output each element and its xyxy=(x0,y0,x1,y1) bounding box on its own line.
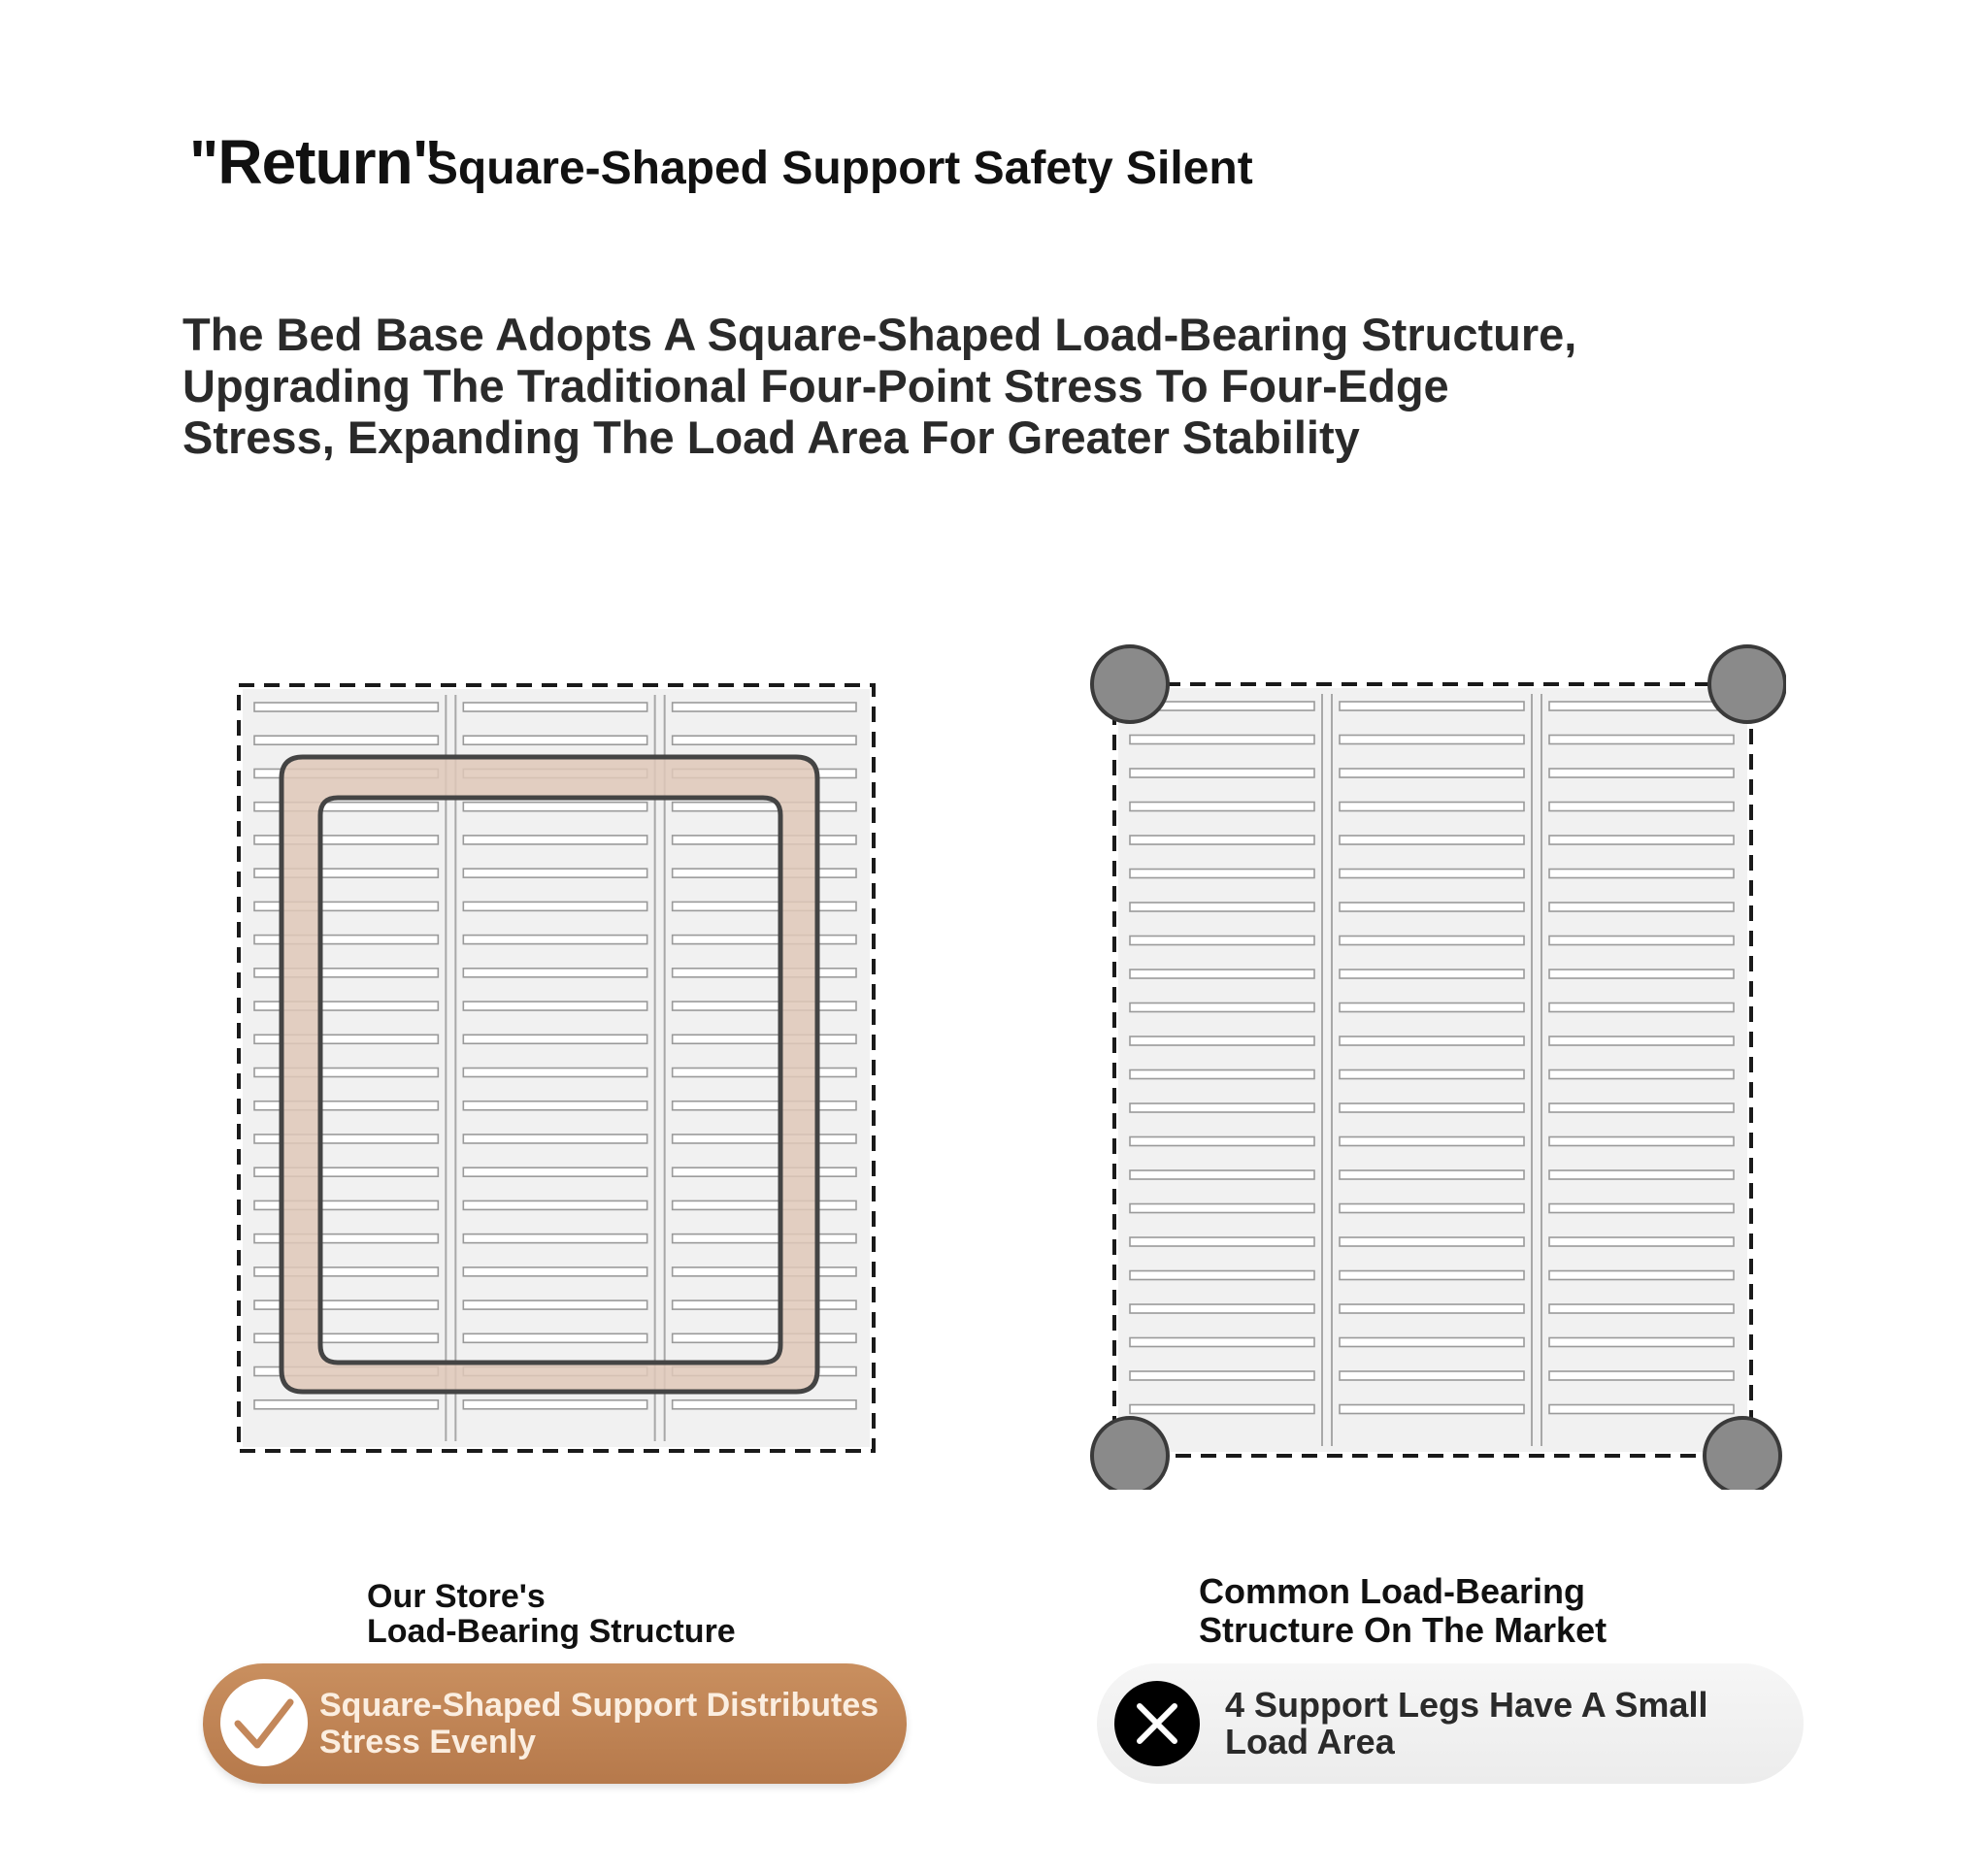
slat xyxy=(673,1234,856,1243)
slat xyxy=(1340,1371,1524,1380)
slat xyxy=(1130,1338,1314,1347)
slat xyxy=(1340,1338,1524,1347)
advantage-badge-text: Square-Shaped Support Distributes Stress Evenly xyxy=(319,1687,879,1760)
slat xyxy=(1549,1371,1734,1380)
slat xyxy=(673,1035,856,1043)
slat xyxy=(1130,1371,1314,1380)
slat xyxy=(1130,1103,1314,1112)
slat xyxy=(463,969,646,977)
headline xyxy=(189,126,1253,204)
slat xyxy=(673,1201,856,1209)
slat xyxy=(463,1333,646,1342)
slat xyxy=(463,736,646,744)
slat xyxy=(1549,903,1734,911)
check-icon xyxy=(220,1679,308,1766)
slat xyxy=(1130,903,1314,911)
slat xyxy=(673,869,856,877)
slat xyxy=(254,703,438,711)
slat xyxy=(673,736,856,744)
headline-quoted-word: "Return" xyxy=(189,127,441,197)
intro-line: The Bed Base Adopts A Square-Shaped Load-Bearing Structure, xyxy=(182,309,1577,360)
slat xyxy=(463,1002,646,1010)
slat xyxy=(1549,937,1734,945)
bed-slats xyxy=(1118,688,1747,1452)
slat xyxy=(1340,1304,1524,1313)
slat xyxy=(1549,1036,1734,1045)
headline-rest: Square-Shaped Support Safety Silent xyxy=(426,143,1253,194)
slat xyxy=(1549,769,1734,777)
slat xyxy=(1549,803,1734,811)
slat xyxy=(1549,1170,1734,1179)
slat xyxy=(463,1267,646,1276)
slat xyxy=(1130,1036,1314,1045)
slat xyxy=(673,1135,856,1143)
slat xyxy=(463,936,646,944)
slat xyxy=(1130,1405,1314,1414)
slat xyxy=(463,1201,646,1209)
support-leg-top-left xyxy=(1092,646,1168,722)
slat xyxy=(1549,1338,1734,1347)
slat xyxy=(673,703,856,711)
slat xyxy=(1130,1137,1314,1146)
slat xyxy=(1130,937,1314,945)
slat xyxy=(1340,1237,1524,1246)
slat xyxy=(463,1300,646,1309)
intro-paragraph xyxy=(182,309,1639,463)
slat xyxy=(463,1035,646,1043)
slat xyxy=(673,936,856,944)
advantage-badge xyxy=(203,1663,907,1784)
slat xyxy=(463,1234,646,1243)
slat xyxy=(673,1333,856,1342)
slat xyxy=(673,803,856,811)
slat xyxy=(1130,736,1314,744)
slat xyxy=(1340,1070,1524,1079)
slat xyxy=(673,1002,856,1010)
support-leg-bottom-right xyxy=(1705,1418,1780,1490)
drawback-badge xyxy=(1097,1663,1804,1784)
caption-line: Structure On The Market xyxy=(1199,1610,1607,1650)
slat xyxy=(463,1102,646,1110)
slat xyxy=(1340,1103,1524,1112)
slat xyxy=(463,1135,646,1143)
square-support-diagram xyxy=(223,670,903,1475)
slat xyxy=(1130,836,1314,844)
slat xyxy=(254,736,438,744)
slat xyxy=(1549,1237,1734,1246)
drawback-badge-text: 4 Support Legs Have A Small Load Area xyxy=(1225,1685,1708,1761)
four-leg-diagram xyxy=(1087,636,1786,1490)
slat xyxy=(1130,1070,1314,1079)
slat xyxy=(1130,769,1314,777)
slat xyxy=(1340,1170,1524,1179)
cross-icon xyxy=(1114,1681,1200,1766)
slat xyxy=(463,703,646,711)
slat xyxy=(673,969,856,977)
support-leg-bottom-left xyxy=(1092,1418,1168,1490)
slat xyxy=(1340,903,1524,911)
slat xyxy=(1340,803,1524,811)
support-leg-top-right xyxy=(1709,646,1785,722)
intro-line: Upgrading The Traditional Four-Point Stress To Four-Edge xyxy=(182,360,1449,411)
slat xyxy=(1340,1036,1524,1045)
slat xyxy=(1549,1405,1734,1414)
slat xyxy=(1130,1304,1314,1313)
slat xyxy=(1130,1237,1314,1246)
slat xyxy=(1340,1137,1524,1146)
slat xyxy=(673,1267,856,1276)
caption-line: Common Load-Bearing xyxy=(1199,1571,1586,1611)
slat xyxy=(463,803,646,811)
slat xyxy=(1549,736,1734,744)
slat xyxy=(1130,970,1314,978)
slat xyxy=(1340,1405,1524,1414)
slat xyxy=(673,836,856,844)
slat xyxy=(1549,1070,1734,1079)
caption-line: Load-Bearing Structure xyxy=(367,1612,736,1650)
slat xyxy=(1549,702,1734,710)
slat xyxy=(254,1400,438,1409)
slat xyxy=(463,836,646,844)
slat xyxy=(673,1069,856,1077)
slat xyxy=(1549,870,1734,878)
slat xyxy=(1340,736,1524,744)
slat xyxy=(1340,769,1524,777)
slat xyxy=(1340,870,1524,878)
slat xyxy=(1130,1204,1314,1213)
slat xyxy=(1549,1103,1734,1112)
slat xyxy=(1549,1271,1734,1280)
slat xyxy=(463,1168,646,1176)
slat xyxy=(1130,1003,1314,1012)
slat xyxy=(1549,836,1734,844)
right-caption xyxy=(1199,1572,1607,1650)
slat xyxy=(463,869,646,877)
slat xyxy=(1549,1204,1734,1213)
slat xyxy=(1340,970,1524,978)
slat xyxy=(673,1168,856,1176)
caption-line: Our Store's xyxy=(367,1578,546,1615)
slat xyxy=(1549,970,1734,978)
slat xyxy=(1130,870,1314,878)
slat xyxy=(1340,836,1524,844)
slat xyxy=(1130,803,1314,811)
slat xyxy=(1549,1003,1734,1012)
intro-line: Stress, Expanding The Load Area For Greater Stability xyxy=(182,411,1360,463)
slat xyxy=(1340,1271,1524,1280)
slat xyxy=(673,902,856,910)
slat xyxy=(673,1400,856,1409)
slat xyxy=(1340,937,1524,945)
slat xyxy=(1549,1304,1734,1313)
slat xyxy=(1340,702,1524,710)
slat xyxy=(1340,1003,1524,1012)
slat xyxy=(1549,1137,1734,1146)
slat xyxy=(463,1400,646,1409)
slat xyxy=(1340,1204,1524,1213)
left-caption xyxy=(367,1580,736,1649)
slat xyxy=(1130,1170,1314,1179)
slat xyxy=(1130,1271,1314,1280)
slat xyxy=(673,1300,856,1309)
slat xyxy=(463,1069,646,1077)
slat xyxy=(463,902,646,910)
slat xyxy=(673,1102,856,1110)
